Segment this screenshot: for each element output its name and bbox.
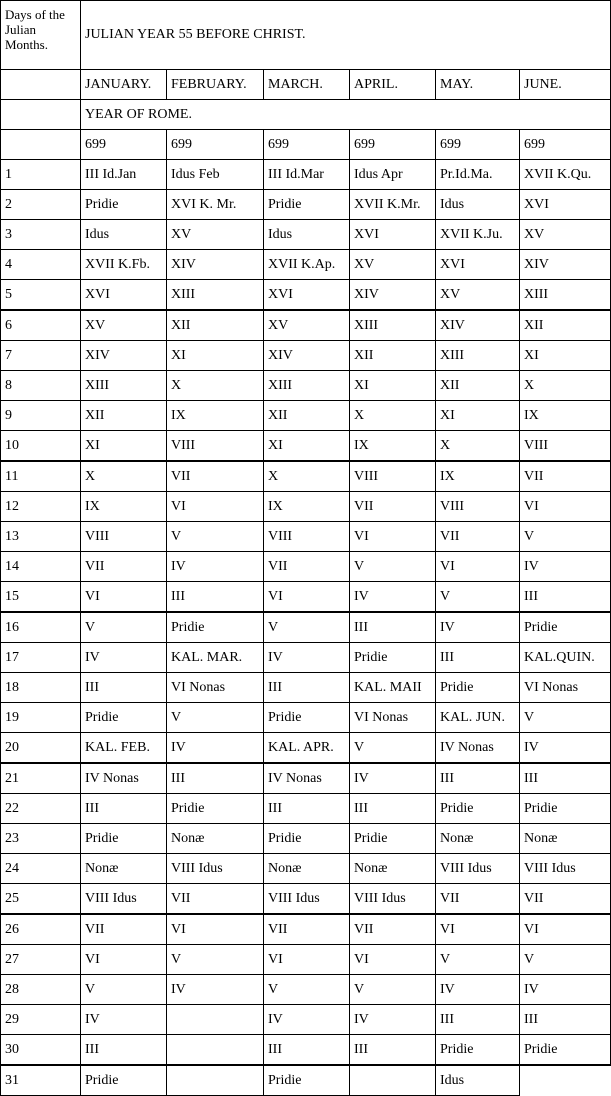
cell-february bbox=[167, 1035, 264, 1066]
cell-april: Pridie bbox=[350, 824, 436, 854]
cell-june: VIII Idus bbox=[520, 854, 611, 884]
table-row bbox=[1, 250, 611, 280]
cell-june: Pridie bbox=[520, 1035, 611, 1066]
day-number: 28 bbox=[1, 975, 81, 1005]
cell-june: KAL.QUIN. bbox=[520, 643, 611, 673]
cell-january: III bbox=[81, 794, 167, 824]
cell-february: KAL. MAR. bbox=[167, 643, 264, 673]
cell-february: Nonæ bbox=[167, 824, 264, 854]
cell-may: KAL. JUN. bbox=[436, 703, 520, 733]
table-row bbox=[1, 612, 611, 643]
cell-april: XIV bbox=[350, 280, 436, 311]
table-row bbox=[1, 673, 611, 703]
month-header-june: JUNE. bbox=[520, 70, 611, 100]
day-number: 17 bbox=[1, 643, 81, 673]
cell-march: V bbox=[264, 612, 350, 643]
cell-march: III bbox=[264, 673, 350, 703]
cell-march: V bbox=[264, 975, 350, 1005]
table-row bbox=[1, 582, 611, 613]
cell-april: V bbox=[350, 552, 436, 582]
cell-april: XV bbox=[350, 250, 436, 280]
month-header-march: MARCH. bbox=[264, 70, 350, 100]
cell-february: XV bbox=[167, 220, 264, 250]
cell-may: XV bbox=[436, 280, 520, 311]
cell-february: Pridie bbox=[167, 794, 264, 824]
table-row bbox=[1, 461, 611, 492]
table-row bbox=[1, 310, 611, 341]
cell-february: XVI K. Mr. bbox=[167, 190, 264, 220]
cell-may: IV bbox=[436, 612, 520, 643]
cell-april: VI Nonas bbox=[350, 703, 436, 733]
cell-june: XII bbox=[520, 310, 611, 341]
cell-june: Pridie bbox=[520, 612, 611, 643]
day-number: 30 bbox=[1, 1035, 81, 1066]
table-row bbox=[1, 975, 611, 1005]
cell-january: IV Nonas bbox=[81, 763, 167, 794]
cell-march: Idus bbox=[264, 220, 350, 250]
year-value-june: 699 bbox=[520, 130, 611, 160]
cell-march: Nonæ bbox=[264, 854, 350, 884]
day-number: 14 bbox=[1, 552, 81, 582]
table-row bbox=[1, 1035, 611, 1066]
day-number: 7 bbox=[1, 341, 81, 371]
cell-march: X bbox=[264, 461, 350, 492]
title-row bbox=[1, 1, 611, 70]
cell-february: VI bbox=[167, 914, 264, 945]
year-value-march: 699 bbox=[264, 130, 350, 160]
cell-june: VII bbox=[520, 884, 611, 915]
cell-january: XV bbox=[81, 310, 167, 341]
cell-april: XII bbox=[350, 341, 436, 371]
day-number: 15 bbox=[1, 582, 81, 613]
cell-may: VII bbox=[436, 884, 520, 915]
cell-february: X bbox=[167, 371, 264, 401]
table-row bbox=[1, 914, 611, 945]
cell-february: VI Nonas bbox=[167, 673, 264, 703]
cell-january: III Id.Jan bbox=[81, 160, 167, 190]
cell-february: V bbox=[167, 945, 264, 975]
table-row bbox=[1, 945, 611, 975]
cell-january: XVI bbox=[81, 280, 167, 311]
year-value-april: 699 bbox=[350, 130, 436, 160]
cell-april: VIII Idus bbox=[350, 884, 436, 915]
cell-may: XVI bbox=[436, 250, 520, 280]
cell-march: IX bbox=[264, 492, 350, 522]
cell-june: V bbox=[520, 945, 611, 975]
table-row bbox=[1, 371, 611, 401]
cell-june: VI Nonas bbox=[520, 673, 611, 703]
day-number: 20 bbox=[1, 733, 81, 764]
cell-january: XIV bbox=[81, 341, 167, 371]
cell-april: VI bbox=[350, 522, 436, 552]
cell-april: Nonæ bbox=[350, 854, 436, 884]
cell-january: IV bbox=[81, 643, 167, 673]
cell-april: IV bbox=[350, 1005, 436, 1035]
cell-april bbox=[350, 1065, 436, 1096]
day-number: 4 bbox=[1, 250, 81, 280]
table-row bbox=[1, 431, 611, 462]
cell-april: IV bbox=[350, 582, 436, 613]
cell-january: III bbox=[81, 1035, 167, 1066]
cell-february: Pridie bbox=[167, 612, 264, 643]
month-header-row bbox=[1, 70, 611, 100]
year-value-may: 699 bbox=[436, 130, 520, 160]
cell-january: VIII bbox=[81, 522, 167, 552]
cell-june: X bbox=[520, 371, 611, 401]
day-number: 8 bbox=[1, 371, 81, 401]
cell-february: VI bbox=[167, 492, 264, 522]
cell-january: Pridie bbox=[81, 824, 167, 854]
cell-may: III bbox=[436, 643, 520, 673]
cell-january: XIII bbox=[81, 371, 167, 401]
cell-may: III bbox=[436, 1005, 520, 1035]
cell-march: VIII bbox=[264, 522, 350, 552]
cell-april: V bbox=[350, 975, 436, 1005]
year-values-blank bbox=[1, 130, 81, 160]
cell-january: XII bbox=[81, 401, 167, 431]
cell-march: III Id.Mar bbox=[264, 160, 350, 190]
day-number: 27 bbox=[1, 945, 81, 975]
cell-march: Pridie bbox=[264, 1065, 350, 1096]
cell-march: XV bbox=[264, 310, 350, 341]
cell-june: VII bbox=[520, 461, 611, 492]
cell-may: XIII bbox=[436, 341, 520, 371]
cell-may: Pridie bbox=[436, 1035, 520, 1066]
month-header-may: MAY. bbox=[436, 70, 520, 100]
table-row bbox=[1, 733, 611, 764]
cell-february: VIII bbox=[167, 431, 264, 462]
cell-may: IV Nonas bbox=[436, 733, 520, 764]
cell-february: XIII bbox=[167, 280, 264, 311]
cell-may: III bbox=[436, 763, 520, 794]
cell-may: Idus bbox=[436, 1065, 520, 1096]
cell-january: Nonæ bbox=[81, 854, 167, 884]
table-row bbox=[1, 1005, 611, 1035]
cell-april: V bbox=[350, 733, 436, 764]
cell-may: XVII K.Ju. bbox=[436, 220, 520, 250]
cell-march: XVI bbox=[264, 280, 350, 311]
month-header-april: APRIL. bbox=[350, 70, 436, 100]
cell-may: VIII Idus bbox=[436, 854, 520, 884]
year-of-rome-values-row bbox=[1, 130, 611, 160]
day-number: 19 bbox=[1, 703, 81, 733]
table-row bbox=[1, 763, 611, 794]
table-row bbox=[1, 522, 611, 552]
cell-april: KAL. MAII bbox=[350, 673, 436, 703]
cell-may: V bbox=[436, 945, 520, 975]
table-row bbox=[1, 401, 611, 431]
table-row bbox=[1, 160, 611, 190]
cell-march: KAL. APR. bbox=[264, 733, 350, 764]
cell-may: XII bbox=[436, 371, 520, 401]
cell-january: VI bbox=[81, 582, 167, 613]
cell-march: IV bbox=[264, 643, 350, 673]
cell-may: Idus bbox=[436, 190, 520, 220]
cell-march: XVII K.Ap. bbox=[264, 250, 350, 280]
cell-april: VI bbox=[350, 945, 436, 975]
day-number: 21 bbox=[1, 763, 81, 794]
cell-june: Nonæ bbox=[520, 824, 611, 854]
cell-march: IV bbox=[264, 1005, 350, 1035]
cell-february: VIII Idus bbox=[167, 854, 264, 884]
cell-may: V bbox=[436, 582, 520, 613]
cell-june: IV bbox=[520, 552, 611, 582]
cell-february: Idus Feb bbox=[167, 160, 264, 190]
cell-january: IX bbox=[81, 492, 167, 522]
year-of-rome-label-row bbox=[1, 100, 611, 130]
cell-january: VI bbox=[81, 945, 167, 975]
day-number: 10 bbox=[1, 431, 81, 462]
cell-february: III bbox=[167, 763, 264, 794]
cell-february: VII bbox=[167, 461, 264, 492]
cell-april: VIII bbox=[350, 461, 436, 492]
cell-january: XVII K.Fb. bbox=[81, 250, 167, 280]
cell-june: VIII bbox=[520, 431, 611, 462]
cell-june: XVII K.Qu. bbox=[520, 160, 611, 190]
cell-march: XIII bbox=[264, 371, 350, 401]
table-row bbox=[1, 190, 611, 220]
cell-may: VIII bbox=[436, 492, 520, 522]
cell-may: X bbox=[436, 431, 520, 462]
cell-january: V bbox=[81, 612, 167, 643]
cell-january: III bbox=[81, 673, 167, 703]
cell-april: XIII bbox=[350, 310, 436, 341]
cell-january: KAL. FEB. bbox=[81, 733, 167, 764]
cell-may: Pridie bbox=[436, 794, 520, 824]
cell-february bbox=[167, 1065, 264, 1096]
cell-june: V bbox=[520, 522, 611, 552]
table-row bbox=[1, 280, 611, 311]
year-label-blank bbox=[1, 100, 81, 130]
day-number: 16 bbox=[1, 612, 81, 643]
cell-may: XIV bbox=[436, 310, 520, 341]
day-number: 23 bbox=[1, 824, 81, 854]
cell-june: VI bbox=[520, 492, 611, 522]
table-row bbox=[1, 552, 611, 582]
cell-april: III bbox=[350, 1035, 436, 1066]
day-number: 12 bbox=[1, 492, 81, 522]
cell-march: Pridie bbox=[264, 190, 350, 220]
table-title: JULIAN YEAR 55 BEFORE CHRIST. bbox=[81, 1, 611, 70]
day-number: 25 bbox=[1, 884, 81, 915]
cell-march: Pridie bbox=[264, 824, 350, 854]
cell-january: IV bbox=[81, 1005, 167, 1035]
cell-april: Idus Apr bbox=[350, 160, 436, 190]
cell-may: XI bbox=[436, 401, 520, 431]
cell-june: III bbox=[520, 582, 611, 613]
cell-march: VII bbox=[264, 552, 350, 582]
cell-february bbox=[167, 1005, 264, 1035]
cell-january: Pridie bbox=[81, 1065, 167, 1096]
day-number: 26 bbox=[1, 914, 81, 945]
cell-february: V bbox=[167, 522, 264, 552]
cell-march: VI bbox=[264, 945, 350, 975]
days-column-header: Days of the Julian Months. bbox=[1, 1, 81, 70]
cell-june: Pridie bbox=[520, 794, 611, 824]
cell-january: VII bbox=[81, 552, 167, 582]
cell-february: IV bbox=[167, 975, 264, 1005]
day-number: 9 bbox=[1, 401, 81, 431]
cell-may: VI bbox=[436, 914, 520, 945]
day-number: 18 bbox=[1, 673, 81, 703]
cell-january: X bbox=[81, 461, 167, 492]
cell-february: III bbox=[167, 582, 264, 613]
cell-january: Pridie bbox=[81, 703, 167, 733]
day-number: 31 bbox=[1, 1065, 81, 1096]
cell-march: IV Nonas bbox=[264, 763, 350, 794]
cell-may: Pridie bbox=[436, 673, 520, 703]
cell-june: XIII bbox=[520, 280, 611, 311]
cell-january: Pridie bbox=[81, 190, 167, 220]
cell-june: XV bbox=[520, 220, 611, 250]
cell-april: III bbox=[350, 612, 436, 643]
table-row bbox=[1, 643, 611, 673]
cell-march: XIV bbox=[264, 341, 350, 371]
table-row bbox=[1, 492, 611, 522]
cell-march: XII bbox=[264, 401, 350, 431]
cell-april: XVII K.Mr. bbox=[350, 190, 436, 220]
cell-may: VI bbox=[436, 552, 520, 582]
cell-may: IX bbox=[436, 461, 520, 492]
cell-january: XI bbox=[81, 431, 167, 462]
month-header-blank bbox=[1, 70, 81, 100]
month-header-february: FEBRUARY. bbox=[167, 70, 264, 100]
cell-january: Idus bbox=[81, 220, 167, 250]
month-header-january: JANUARY. bbox=[81, 70, 167, 100]
day-number: 5 bbox=[1, 280, 81, 311]
cell-january: VII bbox=[81, 914, 167, 945]
cell-april: XVI bbox=[350, 220, 436, 250]
day-number: 6 bbox=[1, 310, 81, 341]
cell-march: III bbox=[264, 794, 350, 824]
calendar-body bbox=[1, 160, 611, 1096]
table-row bbox=[1, 794, 611, 824]
empty-cell bbox=[520, 1065, 611, 1096]
cell-march: III bbox=[264, 1035, 350, 1066]
cell-april: IV bbox=[350, 763, 436, 794]
cell-june: IX bbox=[520, 401, 611, 431]
cell-april: VII bbox=[350, 914, 436, 945]
cell-april: III bbox=[350, 794, 436, 824]
table-row bbox=[1, 341, 611, 371]
cell-june: IV bbox=[520, 975, 611, 1005]
cell-february: IV bbox=[167, 733, 264, 764]
cell-june: VI bbox=[520, 914, 611, 945]
day-number: 2 bbox=[1, 190, 81, 220]
table-row bbox=[1, 884, 611, 915]
cell-march: Pridie bbox=[264, 703, 350, 733]
year-of-rome-label: YEAR OF ROME. bbox=[81, 100, 611, 130]
cell-february: IX bbox=[167, 401, 264, 431]
cell-february: XII bbox=[167, 310, 264, 341]
day-number: 11 bbox=[1, 461, 81, 492]
cell-june: XVI bbox=[520, 190, 611, 220]
cell-may: Pr.Id.Ma. bbox=[436, 160, 520, 190]
day-number: 24 bbox=[1, 854, 81, 884]
day-number: 13 bbox=[1, 522, 81, 552]
cell-february: V bbox=[167, 703, 264, 733]
cell-april: IX bbox=[350, 431, 436, 462]
cell-february: VII bbox=[167, 884, 264, 915]
cell-march: VII bbox=[264, 914, 350, 945]
cell-february: XI bbox=[167, 341, 264, 371]
day-number: 22 bbox=[1, 794, 81, 824]
cell-may: Nonæ bbox=[436, 824, 520, 854]
cell-march: XI bbox=[264, 431, 350, 462]
cell-april: XI bbox=[350, 371, 436, 401]
day-number: 3 bbox=[1, 220, 81, 250]
cell-april: X bbox=[350, 401, 436, 431]
cell-january: VIII Idus bbox=[81, 884, 167, 915]
cell-june: XIV bbox=[520, 250, 611, 280]
table-row bbox=[1, 824, 611, 854]
cell-june: III bbox=[520, 1005, 611, 1035]
cell-march: VI bbox=[264, 582, 350, 613]
cell-march: VIII Idus bbox=[264, 884, 350, 915]
cell-february: XIV bbox=[167, 250, 264, 280]
table-row bbox=[1, 220, 611, 250]
table-row bbox=[1, 854, 611, 884]
cell-april: Pridie bbox=[350, 643, 436, 673]
cell-june: IV bbox=[520, 733, 611, 764]
table-row bbox=[1, 1065, 611, 1096]
cell-may: IV bbox=[436, 975, 520, 1005]
day-number: 1 bbox=[1, 160, 81, 190]
table-row bbox=[1, 703, 611, 733]
year-value-january: 699 bbox=[81, 130, 167, 160]
cell-january: V bbox=[81, 975, 167, 1005]
cell-june: III bbox=[520, 763, 611, 794]
cell-april: VII bbox=[350, 492, 436, 522]
cell-june: XI bbox=[520, 341, 611, 371]
day-number: 29 bbox=[1, 1005, 81, 1035]
cell-june: V bbox=[520, 703, 611, 733]
year-value-february: 699 bbox=[167, 130, 264, 160]
cell-february: IV bbox=[167, 552, 264, 582]
cell-may: VII bbox=[436, 522, 520, 552]
